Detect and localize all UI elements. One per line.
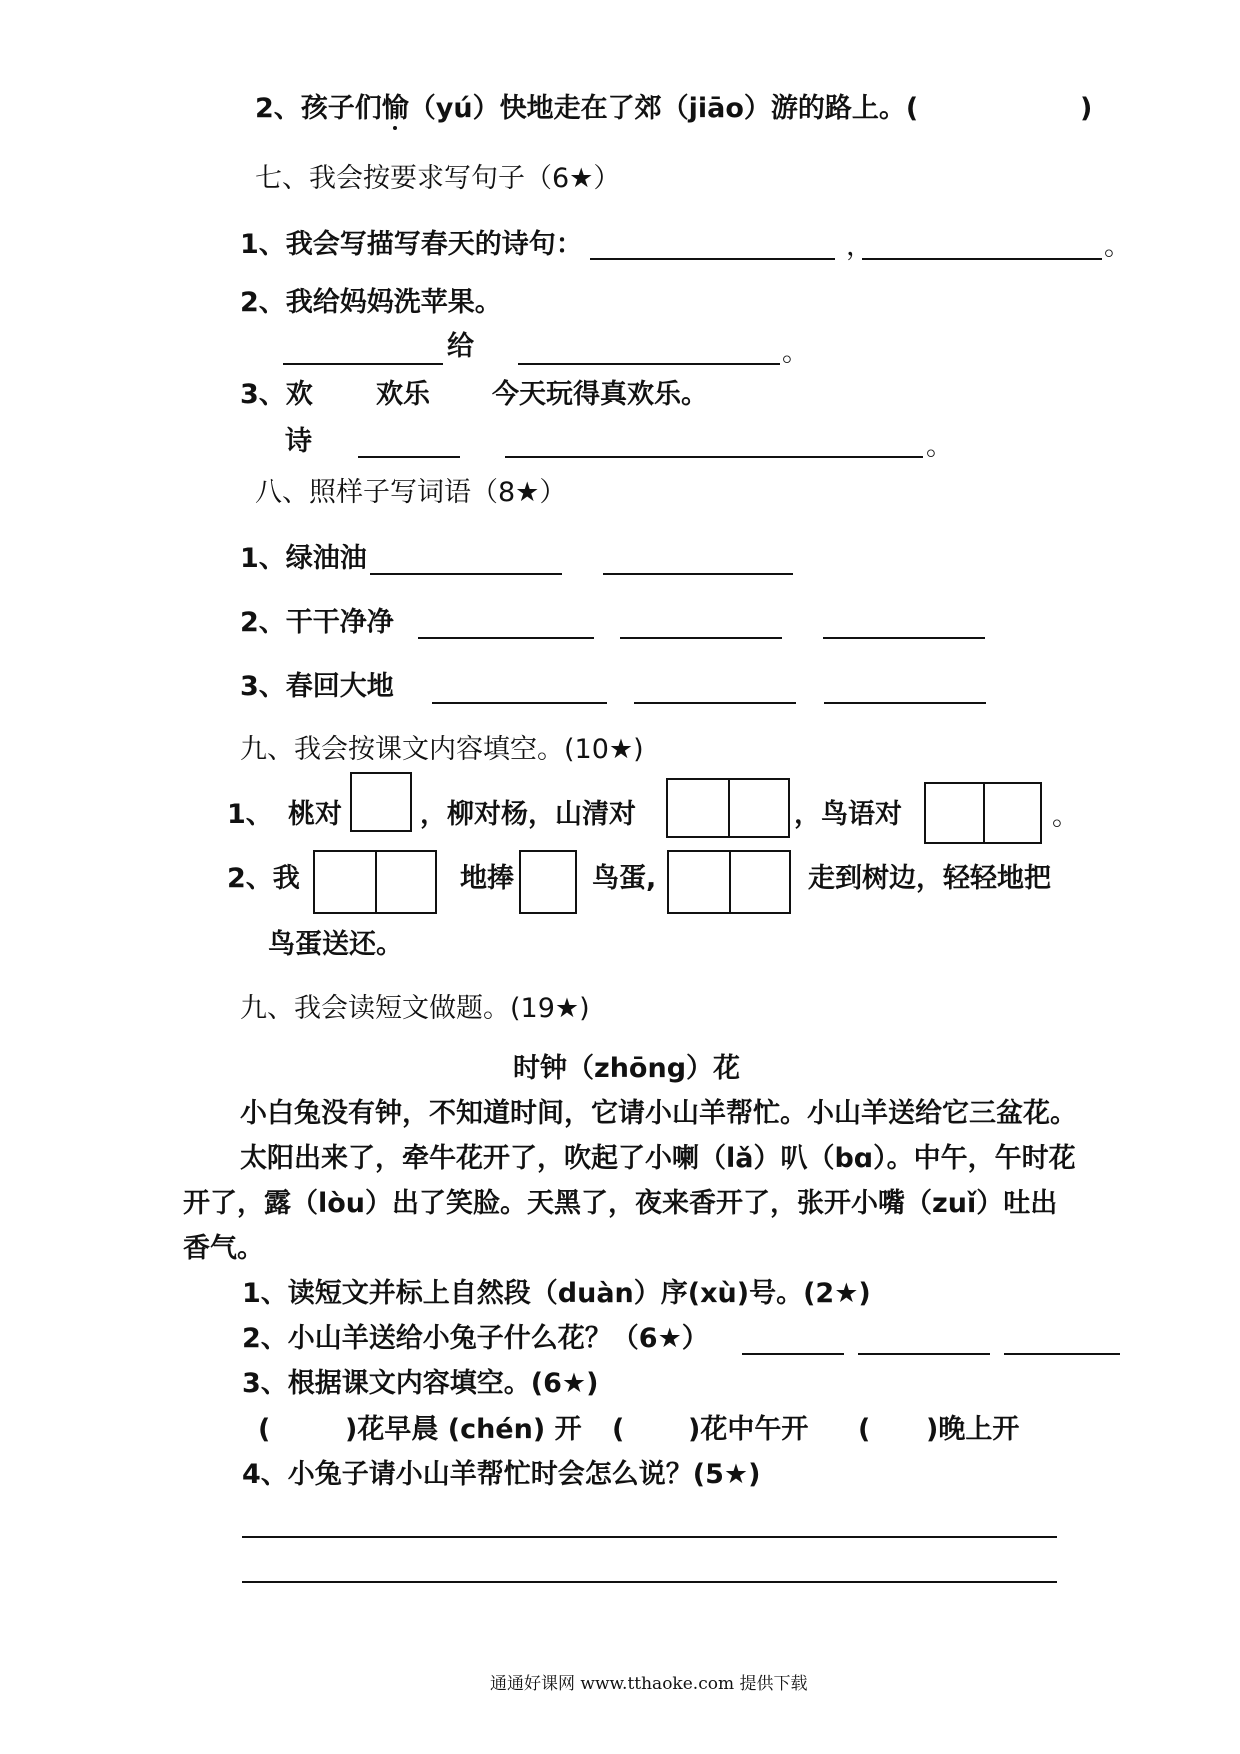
passage-title: 时钟（zhōng）花 — [513, 1053, 741, 1084]
s7-item3-c: 今天玩得真欢乐。 — [492, 379, 708, 410]
s7-item2-blank-1[interactable] — [283, 363, 443, 365]
s9b-q3-part-3: )晚上开 — [926, 1414, 1020, 1445]
s8-item3: 3、春回大地 — [240, 671, 394, 702]
s9a-l1-d: 。 — [1052, 801, 1079, 832]
q6-item2 — [255, 92, 918, 126]
s9a-l2-box-1[interactable] — [313, 850, 437, 914]
s7-item3-blank-2[interactable] — [505, 456, 923, 458]
q6-item2-prefix: 2、孩子们 — [255, 93, 382, 124]
s9a-l1-num: 1、 — [227, 799, 273, 830]
s9a-l1-box-2[interactable] — [666, 778, 790, 838]
s8-item1-blank-1[interactable] — [370, 573, 562, 575]
s9b-q4-answer-line-2[interactable] — [242, 1581, 1057, 1583]
section9a-title: 九、我会按课文内容填空。(10★) — [240, 734, 644, 765]
s9b-q2: 2、小山羊送给小兔子什么花？（6★） — [242, 1323, 709, 1354]
s8-item2-blank-3[interactable] — [823, 637, 985, 639]
passage-p1: 小白兔没有钟，不知道时间，它请小山羊帮忙。小山羊送给它三盆花。 — [240, 1098, 1077, 1129]
s9b-q3-part-2: )花中午开 — [688, 1414, 809, 1445]
s7-item3-blank-1[interactable] — [358, 456, 460, 458]
s9a-l2-a: 2、我 — [227, 863, 300, 894]
s7-item1-period: 。 — [1104, 231, 1131, 262]
s9a-l1-box-1[interactable] — [350, 772, 412, 832]
s7-item1-blank-1[interactable] — [590, 258, 835, 260]
s7-item3-shi: 诗 — [285, 426, 312, 457]
s8-item2: 2、干干净净 — [240, 607, 394, 638]
s9a-l3: 鸟蛋送还。 — [268, 929, 403, 960]
s8-item3-blank-3[interactable] — [824, 702, 986, 704]
s9b-q3-paren-2-open: ( — [612, 1414, 625, 1445]
passage-p2a: 太阳出来了，牵牛花开了，吹起了小喇（lǎ）叭（bɑ）。中午，午时花 — [240, 1143, 1076, 1174]
section9b-title: 九、我会读短文做题。(19★) — [240, 993, 590, 1024]
s9a-l2-box-2[interactable] — [519, 850, 577, 914]
s9a-l2-d: 走到树边，轻轻地把 — [808, 863, 1051, 894]
section8-title: 八、照样子写词语（8★） — [255, 477, 567, 508]
passage-p2b: 开了，露（lòu）出了笑脸。天黑了，夜来香开了，张开小嘴（zuǐ）吐出 — [183, 1188, 1058, 1219]
s9b-q1: 1、读短文并标上自然段（duàn）序(xù)号。(2★) — [242, 1278, 871, 1309]
s7-item3-a: 3、欢 — [240, 379, 313, 410]
s9b-q3-paren-1-open: ( — [258, 1414, 271, 1445]
s7-item1-label: 1、我会写描写春天的诗句： — [240, 229, 583, 260]
s8-item2-blank-2[interactable] — [620, 637, 782, 639]
s8-item3-blank-1[interactable] — [432, 702, 607, 704]
s9b-q3: 3、根据课文内容填空。(6★) — [242, 1368, 599, 1399]
passage-p2c: 香气。 — [183, 1233, 264, 1264]
s8-item1: 1、绿油油 — [240, 543, 367, 574]
q6-item2-dotted-char: 愉 — [381, 93, 409, 124]
q6-item2-close-paren: ) — [1080, 93, 1093, 124]
s7-item3-b: 欢乐 — [376, 379, 430, 410]
s9b-q2-blank-1[interactable] — [742, 1353, 844, 1355]
s9b-q4: 4、小兔子请小山羊帮忙时会怎么说？(5★) — [242, 1459, 761, 1490]
s9a-l2-c: 鸟蛋, — [592, 863, 657, 894]
footer-source: 通通好课网 www.tthaoke.com 提供下载 — [490, 1674, 808, 1694]
s9b-q3-paren-3-open: ( — [858, 1414, 871, 1445]
s9a-l1-a: 桃对 — [288, 799, 342, 830]
s8-item2-blank-1[interactable] — [418, 637, 594, 639]
s9a-l2-box-3[interactable] — [667, 850, 791, 914]
s7-item2-period: 。 — [782, 337, 809, 368]
s7-item1-blank-2[interactable] — [862, 258, 1102, 260]
s7-item2-blank-2[interactable] — [518, 363, 780, 365]
s7-item3-period: 。 — [926, 431, 953, 462]
s7-item1-comma: ， — [846, 231, 873, 262]
s9b-q4-answer-line-1[interactable] — [242, 1536, 1057, 1538]
s9a-l1-c: ，鸟语对 — [794, 799, 902, 830]
s7-item2-gei: 给 — [447, 331, 474, 362]
s9a-l1-box-3[interactable] — [924, 782, 1042, 844]
s9b-q2-blank-3[interactable] — [1004, 1353, 1120, 1355]
s8-item3-blank-2[interactable] — [634, 702, 796, 704]
s9a-l1-b: ，柳对杨，山清对 — [420, 799, 636, 830]
section7-title: 七、我会按要求写句子（6★） — [255, 163, 621, 194]
s9b-q2-blank-2[interactable] — [858, 1353, 990, 1355]
q6-item2-rest: （yú）快地走在了郊（jiāo）游的路上。( — [408, 93, 919, 124]
s8-item1-blank-2[interactable] — [603, 573, 793, 575]
s9b-q3-part-1: )花早晨 (chén) 开 — [345, 1414, 582, 1445]
s9a-l2-b: 地捧 — [460, 863, 514, 894]
s7-item2-text: 2、我给妈妈洗苹果。 — [240, 287, 502, 318]
